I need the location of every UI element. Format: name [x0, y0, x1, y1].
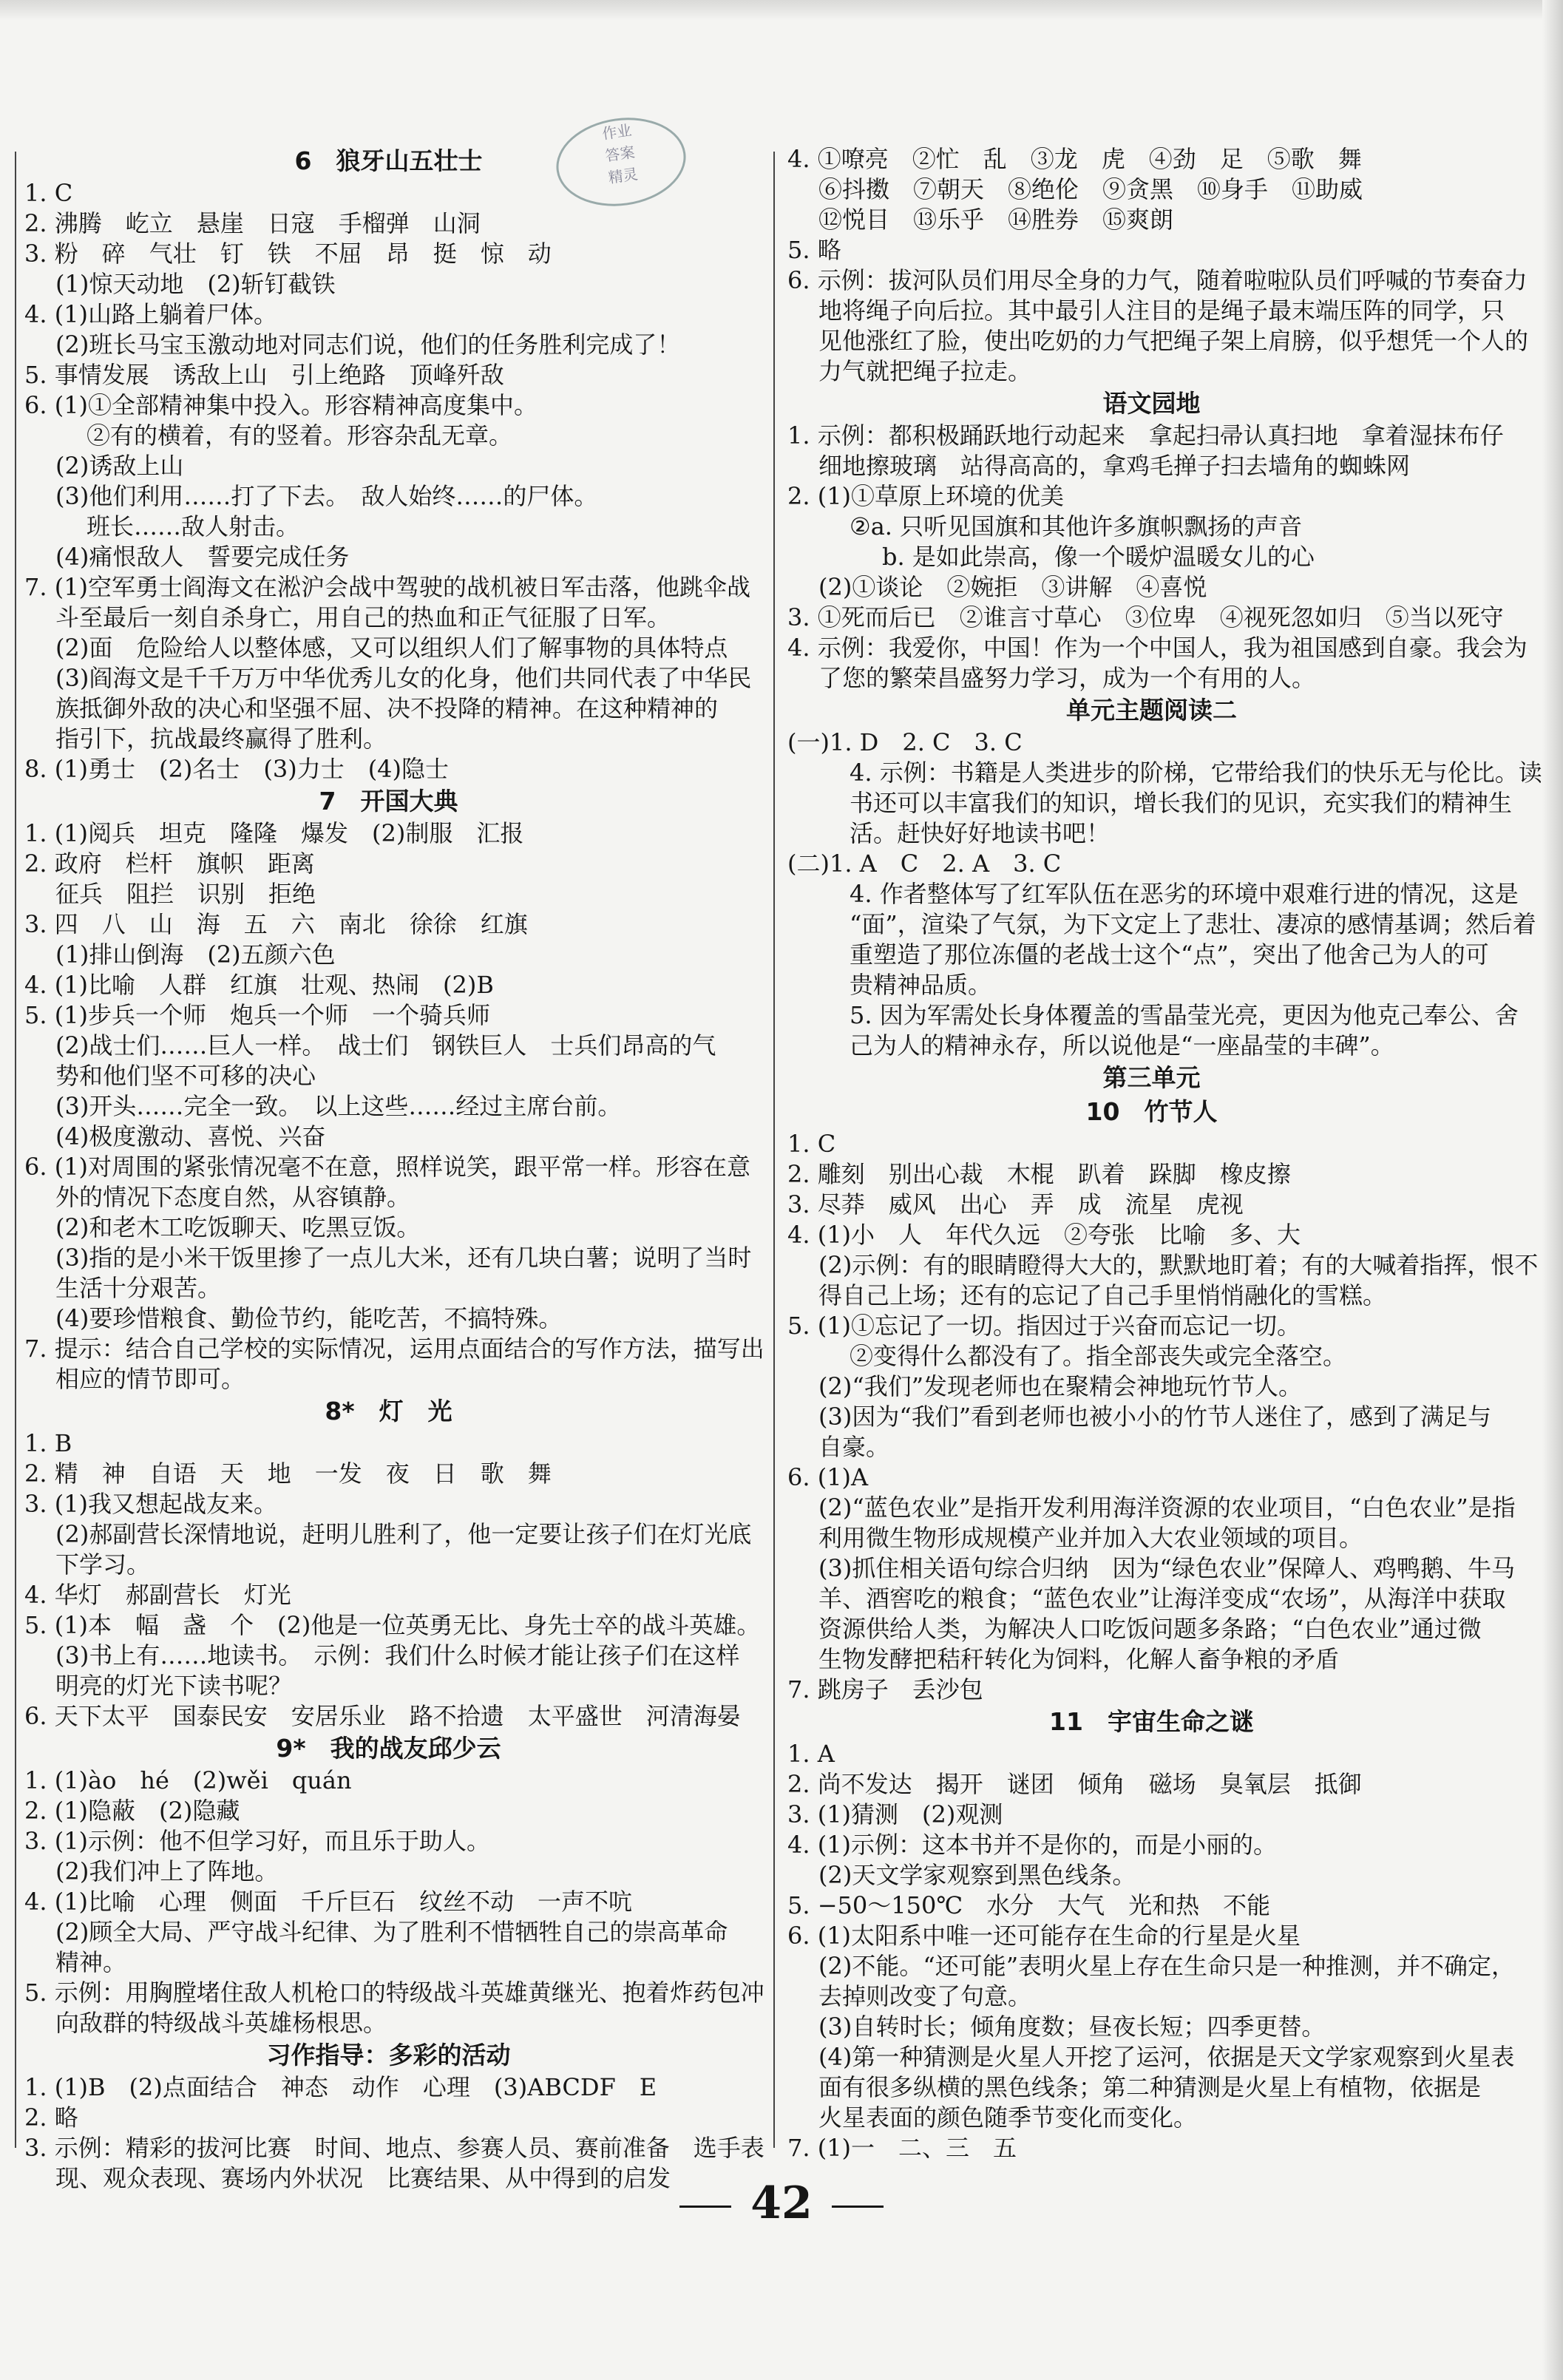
answer-line: 火星表面的颜色随季节变化而变化。	[818, 2103, 1198, 2132]
answer-line: 2. (1)①草原上环境的优美	[787, 482, 1065, 510]
answer-line: 4. 示例：书籍是人类进步的阶梯，它带给我们的快乐无与伦比。读	[850, 759, 1542, 787]
answer-line: (2)“蓝色农业”是指开发利用海洋资源的农业项目，“白色农业”是指	[818, 1494, 1516, 1522]
answer-line: (3)因为“我们”看到老师也被小小的竹节人迷住了，感到了满足与	[818, 1403, 1492, 1431]
column-divider	[773, 152, 775, 2148]
answer-line: 3. (1)示例：他不但学习好，而且乐于助人。	[24, 1827, 491, 1855]
answer-line: ②有的横着，有的竖着。形容杂乱无章。	[87, 421, 513, 450]
answer-line: (2)“我们”发现老师也在聚精会神地玩竹节人。	[818, 1372, 1303, 1400]
answer-line: 2. 精 神 自语 天 地 一发 夜 日 歌 舞	[24, 1459, 552, 1488]
left-answer-column	[24, 144, 764, 2194]
answer-line: 4. (1)山路上躺着尸体。	[24, 300, 278, 328]
answer-line: (2)和老木工吃饭聊天、吃黑豆饭。	[55, 1213, 421, 1241]
answer-line: 贵精神品质。	[850, 971, 992, 999]
answer-line: 4. (1)比喻 心理 侧面 千斤巨石 纹丝不动 一声不吭	[24, 1888, 633, 1916]
answer-line: 3. 示例：精彩的拔河比赛 时间、地点、参赛人员、赛前准备 选手表	[24, 2134, 764, 2162]
answer-line: 6. 示例：拔河队员们用尽全身的力气，随着啦啦队员们呼喊的节奏奋力	[787, 266, 1528, 294]
answer-line: (2)面 危险给人以整体感，又可以组织人们了解事物的具体特点	[55, 634, 728, 662]
answer-line: (2)我们冲上了阵地。	[55, 1857, 279, 1885]
answer-line: 利用微生物形成规模产业并加入大农业领域的项目。	[818, 1524, 1363, 1552]
answer-line: (2)班长马宝玉激动地对同志们说，他们的任务胜利完成了！	[55, 330, 681, 359]
answer-line: 4. (1)示例：这本书并不是你的，而是小丽的。	[787, 1831, 1278, 1859]
answer-line: 4. (1)小 人 年代久远 ②夸张 比喻 多、大	[787, 1221, 1301, 1249]
answer-line: 1. B	[24, 1429, 72, 1457]
answer-line: (2)示例：有的眼睛瞪得大大的，默默地盯着；有的大喊着指挥，恨不	[818, 1251, 1539, 1279]
answer-line: 5. −50～150℃ 水分 大气 光和热 不能	[787, 1891, 1271, 1919]
answer-line: 4. ①嘹亮 ②忙 乱 ③龙 虎 ④劲 足 ⑤歌 舞	[787, 145, 1362, 173]
answer-line: 8. (1)勇士 (2)名士 (3)力士 (4)隐士	[24, 755, 450, 783]
section-heading: 6 狼牙山五壮士	[294, 146, 483, 175]
answer-line: (3)指的是小米干饭里掺了一点儿大米，还有几块白薯；说明了当时	[55, 1244, 752, 1272]
answer-line: (1)惊天动地 (2)斩钉截铁	[55, 270, 336, 298]
answer-line: 面有很多纵横的黑色线条；第二种猜测是火星上有植物，依据是	[818, 2073, 1482, 2101]
answer-line: 2. (1)隐蔽 (2)隐藏	[24, 1797, 240, 1825]
answer-line: 2. 雕刻 别出心裁 木棍 趴着 跺脚 橡皮擦	[787, 1160, 1291, 1188]
answer-line: “面”，渲染了气氛，为下文定上了悲壮、凄凉的感情基调；然后着	[850, 910, 1536, 938]
section-heading: 单元主题阅读二	[1066, 696, 1237, 725]
answer-line: 向敌群的特级战斗英雄杨根思。	[55, 2009, 387, 2037]
answer-line: 1. C	[787, 1130, 836, 1158]
answer-line: 征兵 阻拦 识别 拒绝	[55, 880, 316, 908]
answer-line: 7. 跳房子 丢沙包	[787, 1675, 983, 1703]
answer-line: (4)第一种猜测是火星人开挖了运河，依据是天文学家观察到火星表	[818, 2043, 1515, 2071]
answer-line: (二)1. A C 2. A 3. C	[787, 850, 1062, 878]
answer-line: (2)战士们……巨人一样。 战士们 钢铁巨人 士兵们昂高的气	[55, 1031, 716, 1060]
answer-line: (4)痛恨敌人 誓要完成任务	[55, 543, 350, 571]
answer-line: ⑫悦目 ⑬乐乎 ⑭胜券 ⑮爽朗	[818, 206, 1174, 234]
answer-line: 7. (1)一 二、三 五	[787, 2134, 1017, 2162]
answer-line: 1. A	[787, 1740, 835, 1768]
answer-line: (3)阎海文是千千万万中华优秀儿女的化身，他们共同代表了中华民	[55, 664, 752, 692]
answer-line: 3. 尽莽 威风 出心 弄 成 流星 虎视	[787, 1190, 1244, 1218]
page-number: 42	[0, 2177, 1563, 2229]
answer-line: 5. 示例：用胸膛堵住敌人机枪口的特级战斗英雄黄继光、抱着炸药包冲	[24, 1979, 764, 2007]
section-heading: 7 开国大典	[319, 787, 458, 816]
section-heading: 11 宇宙生命之谜	[1049, 1707, 1254, 1736]
answer-line: 指引下，抗战最终赢得了胜利。	[55, 725, 387, 753]
answer-line: 势和他们坚不可移的决心	[55, 1062, 316, 1090]
answer-line: 1. (1)ào hé (2)wěi quán	[24, 1766, 352, 1794]
answer-line: 2. 沸腾 屹立 悬崖 日寇 手榴弹 山洞	[24, 209, 481, 237]
answer-line: 1. C	[24, 179, 73, 207]
scan-top-shadow	[0, 0, 1563, 21]
answer-line: (1)排山倒海 (2)五颜六色	[55, 940, 336, 969]
answer-line: (4)要珍惜粮食、勤俭节约，能吃苦，不搞特殊。	[55, 1304, 563, 1332]
answer-line: 己为人的精神永存，所以说他是“一座晶莹的丰碑”。	[850, 1031, 1394, 1060]
answer-line: 6. 天下太平 国泰民安 安居乐业 路不拾遗 太平盛世 河清海晏	[24, 1702, 741, 1730]
left-margin-rule	[15, 152, 16, 2148]
answer-line: (3)自转时长；倾角度数；昼夜长短；四季更替。	[818, 2013, 1326, 2041]
answer-line: 1. (1)B (2)点面结合 神态 动作 心理 (3)ABCDF E	[24, 2073, 657, 2101]
answer-line: 5. 略	[787, 236, 841, 264]
answer-line: (4)极度激动、喜悦、兴奋	[55, 1122, 326, 1150]
answer-line: 7. (1)空军勇士阎海文在淞沪会战中驾驶的战机被日军击落，他跳伞战	[24, 573, 751, 601]
answer-line: 精神。	[55, 1948, 127, 1976]
answer-line: 3. 粉 碎 气壮 钉 铁 不屈 昂 挺 惊 动	[24, 240, 552, 268]
answer-line: (2)①谈论 ②婉拒 ③讲解 ④喜悦	[818, 573, 1207, 601]
answer-line: (2)不能。“还可能”表明火星上存在生命只是一种推测，并不确定，	[818, 1952, 1516, 1980]
answer-line: 生活十分艰苦。	[55, 1274, 222, 1302]
answer-line: 斗至最后一刻自杀身亡，用自己的热血和正气征服了日军。	[55, 603, 671, 631]
answer-line: 得自己上场；还有的忘记了自己手里悄悄融化的雪糕。	[818, 1281, 1387, 1309]
answer-line: 活。赶快好好地读书吧！	[850, 819, 1111, 847]
answer-line: 见他涨红了脸，使出吃奶的力气把绳子架上肩膀，似乎想凭一个人的	[818, 327, 1529, 355]
answer-line: ⑥抖擞 ⑦朝天 ⑧绝伦 ⑨贪黑 ⑩身手 ⑪助威	[818, 175, 1363, 203]
answer-line: 6. (1)A	[787, 1463, 869, 1491]
answer-line: ②a. 只听见国旗和其他许多旗帜飘扬的声音	[850, 512, 1303, 540]
answer-line: 现、观众表现、赛场内外状况 比赛结果、从中得到的启发	[55, 2164, 671, 2192]
answer-line: 重塑造了那位冻僵的老战士这个“点”，突出了他舍己为人的可	[850, 940, 1489, 969]
answer-line: 族抵御外敌的决心和坚强不屈、决不投降的精神。在这种精神的	[55, 694, 719, 722]
answer-line: 6. (1)对周围的紧张情况毫不在意，照样说笑，跟平常一样。形容在意	[24, 1153, 751, 1181]
answer-line: 6. (1)太阳系中唯一还可能存在生命的行星是火星	[787, 1922, 1301, 1950]
answer-line: 地将绳子向后拉。其中最引人注目的是绳子最末端压阵的同学，只	[818, 296, 1505, 325]
answer-line: (3)抓住相关语句综合归纳 因为“绿色农业”保障人、鸡鸭鹅、牛马	[818, 1554, 1516, 1582]
answer-line: 5. 因为军需处长身体覆盖的雪晶莹光亮，更因为他克己奉公、舍	[850, 1001, 1519, 1029]
answer-line: 力气就把绳子拉走。	[818, 357, 1032, 385]
section-heading: 习作指导：多彩的活动	[266, 2041, 511, 2069]
answer-line: 4. 作者整体写了红军队伍在恶劣的环境中艰难行进的情况，这是	[850, 880, 1519, 908]
answer-line: 资源供给人类，为解决人口吃饭问题多条路；“白色农业”通过微	[818, 1615, 1482, 1643]
answer-line: 3. (1)我又想起战友来。	[24, 1490, 278, 1518]
right-answer-column	[787, 144, 1542, 2163]
answer-line: 去掉则改变了句意。	[818, 1982, 1032, 2010]
section-heading: 9* 我的战友邱少云	[276, 1734, 501, 1763]
answer-line: 细地擦玻璃 站得高高的，拿鸡毛掸子扫去墙角的蜘蛛网	[818, 452, 1411, 480]
answer-line: 5. (1)步兵一个师 炮兵一个师 一个骑兵师	[24, 1001, 491, 1029]
answer-line: 相应的情节即可。	[55, 1365, 245, 1393]
stamp-mid-text: 答案	[603, 143, 636, 165]
answer-line: (2)顾全大局、严守战斗纪律、为了胜利不惜牺牲自己的崇高革命	[55, 1918, 728, 1946]
answer-line: 2. 政府 栏杆 旗帜 距离	[24, 850, 315, 878]
answer-line: 1. 示例：都积极踊跃地行动起来 拿起扫帚认真扫地 拿着湿抹布仔	[787, 421, 1504, 450]
answer-line: 6. (1)①全部精神集中投入。形容精神高度集中。	[24, 391, 538, 419]
answer-line: 生物发酵把秸秆转化为饲料，化解人畜争粮的矛盾	[818, 1645, 1340, 1673]
answer-line: 了您的繁荣昌盛努力学习，成为一个有用的人。	[818, 664, 1316, 692]
answer-line: (2)郝副营长深情地说，赶明儿胜利了，他一定要让孩子们在灯光底	[55, 1520, 752, 1548]
answer-line: 书还可以丰富我们的知识，增长我们的见识，充实我们的精神生	[850, 789, 1513, 817]
answer-line: 下学习。	[55, 1550, 151, 1579]
answer-line: (3)开头……完全一致。 以上这些……经过主席台前。	[55, 1092, 622, 1120]
section-heading: 10 竹节人	[1085, 1097, 1218, 1126]
section-heading: 第三单元	[1102, 1063, 1201, 1092]
answer-line: 4. 华灯 郝副营长 灯光	[24, 1581, 291, 1609]
answer-line: (2)天文学家观察到黑色线条。	[818, 1861, 1136, 1889]
answer-line: 羊、酒窖吃的粮食；“蓝色农业”让海洋变成“农场”，从海洋中获取	[818, 1584, 1506, 1613]
stamp-top-text: 作业	[600, 121, 633, 143]
answer-line: 5. (1)①忘记了一切。指因过于兴奋而忘记一切。	[787, 1312, 1301, 1340]
answer-line: (2)诱敌上山	[55, 452, 184, 480]
answer-line: 4. 示例：我爱你，中国！作为一个中国人，我为祖国感到自豪。我会为	[787, 634, 1528, 662]
answer-line: 外的情况下态度自然，从容镇静。	[55, 1183, 411, 1211]
scan-right-shadow	[1542, 0, 1563, 2380]
answer-line: (3)书上有……地读书。 示例：我们什么时候才能让孩子们在这样	[55, 1641, 740, 1669]
answer-line: 自豪。	[818, 1433, 890, 1461]
answer-line: 5. (1)本 幅 盏 个 (2)他是一位英勇无比、身先士卒的战斗英雄。	[24, 1611, 761, 1639]
answer-line: 4. (1)比喻 人群 红旗 壮观、热闹 (2)B	[24, 971, 494, 999]
answer-line: (一)1. D 2. C 3. C	[787, 728, 1023, 756]
answer-line: 3. (1)猜测 (2)观测	[787, 1800, 1003, 1828]
answer-line: ②变得什么都没有了。指全部丧失或完全落空。	[850, 1342, 1347, 1370]
answer-line: b. 是如此崇高，像一个暖炉温暖女儿的心	[882, 543, 1315, 571]
answer-line: (3)他们利用……打了下去。 敌人始终……的尸体。	[55, 482, 598, 510]
answer-line: 3. 四 八 山 海 五 六 南北 徐徐 红旗	[24, 910, 528, 938]
answer-line: 2. 略	[24, 2103, 78, 2132]
answer-line: 班长……敌人射击。	[87, 512, 300, 540]
answer-line: 2. 尚不发达 揭开 谜团 倾角 磁场 臭氧层 抵御	[787, 1770, 1362, 1798]
section-heading: 8* 灯 光	[325, 1397, 452, 1425]
answer-line: 5. 事情发展 诱敌上山 引上绝路 顶峰歼敌	[24, 361, 504, 389]
section-heading: 语文园地	[1102, 389, 1201, 418]
answer-line: 7. 提示：结合自己学校的实际情况，运用点面结合的写作方法，描写出	[24, 1335, 764, 1363]
stamp-bottom-text: 精灵	[607, 165, 640, 187]
answer-line: 1. (1)阅兵 坦克 隆隆 爆发 (2)制服 汇报	[24, 819, 524, 847]
answer-line: 3. ①死而后已 ②谁言寸草心 ③位卑 ④视死忽如归 ⑤当以死守	[787, 603, 1504, 631]
answer-line: 明亮的灯光下读书呢？	[55, 1672, 293, 1700]
